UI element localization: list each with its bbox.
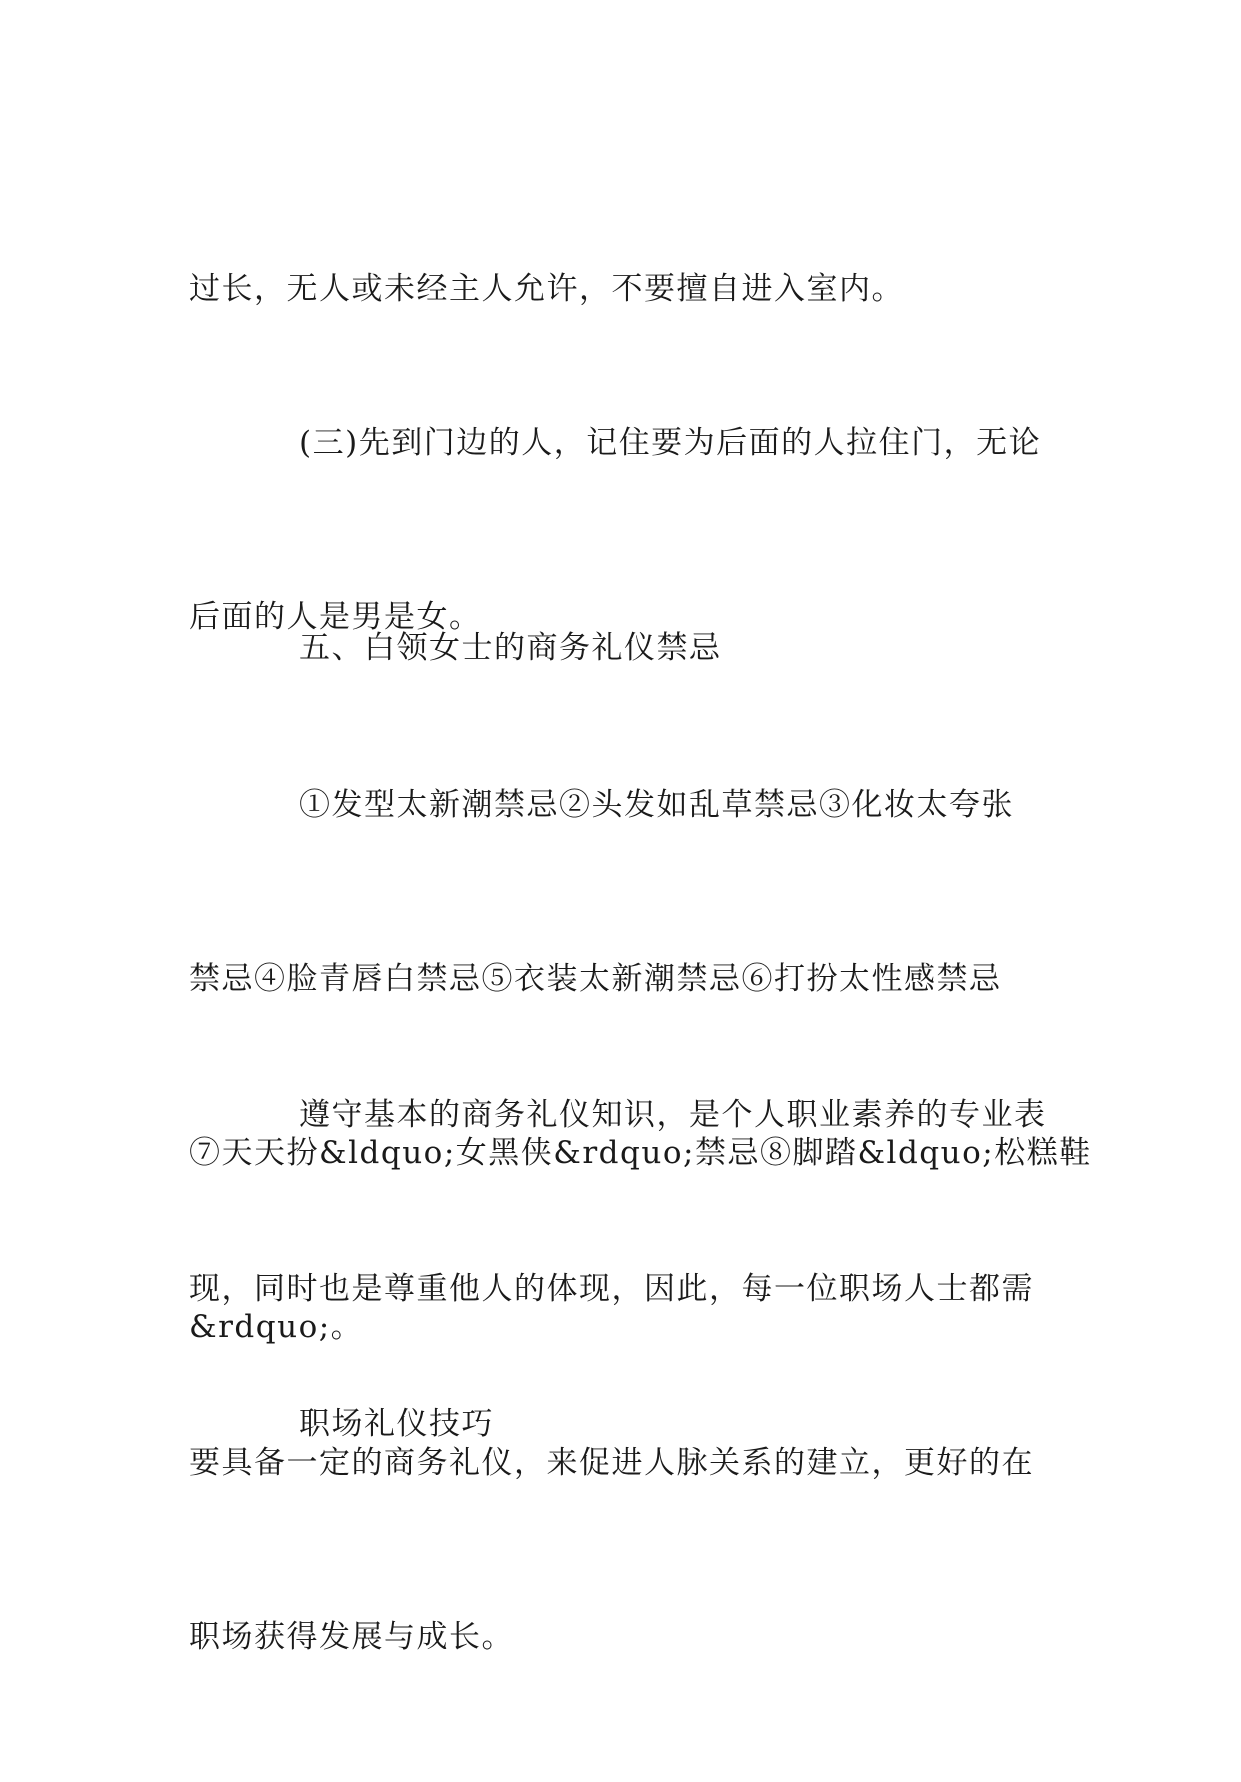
- text-line: 遵守基本的商务礼仪知识，是个人职业素养的专业表: [299, 1097, 1047, 1133]
- heading-text: 五、白领女士的商务礼仪禁忌: [299, 630, 722, 666]
- text-line: 职场获得发展与成长。: [189, 1619, 514, 1655]
- text-line: ①发型太新潮禁忌②头发如乱草禁忌③化妆太夸张: [299, 787, 1014, 823]
- text-line: &rdquo;。: [189, 1309, 364, 1345]
- text-line: 要具备一定的商务礼仪，来促进人脉关系的建立，更好的在: [189, 1445, 1034, 1481]
- section-heading-skills: [189, 1279, 1059, 1569]
- text-line: ⑦天天扮&ldquo;女黑侠&rdquo;禁忌⑧脚踏&ldquo;松糕鞋: [189, 1135, 1092, 1171]
- heading-text: 职场礼仪技巧: [299, 1406, 494, 1442]
- text-line: 现，同时也是尊重他人的体现，因此，每一位职场人士都需: [189, 1271, 1034, 1307]
- text-line: (三)先到门边的人，记住要为后面的人拉住门，无论: [299, 425, 1042, 461]
- text-line: 禁忌④脸青唇白禁忌⑤衣装太新潮禁忌⑥打扮太性感禁忌: [189, 961, 1002, 997]
- text-line: 过长，无人或未经主人允许，不要擅自进入室内。: [189, 271, 904, 307]
- text-line: 后面的人是男是女。: [189, 599, 482, 635]
